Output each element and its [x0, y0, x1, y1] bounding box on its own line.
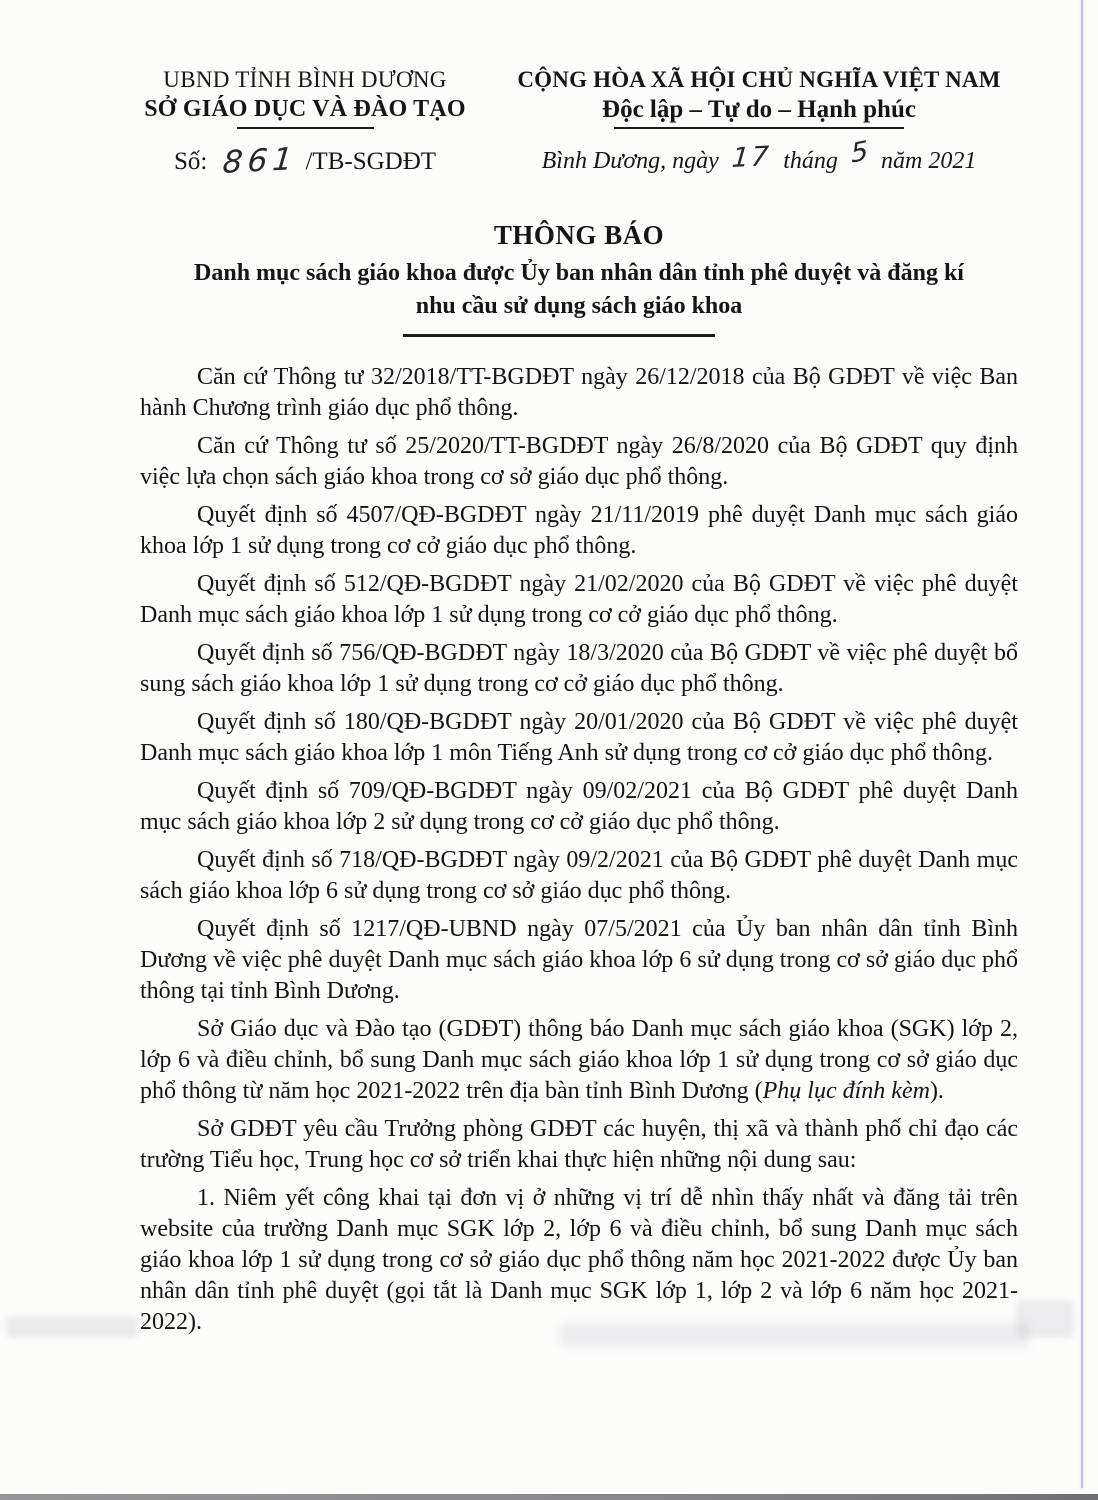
paragraph-request: Sở GDĐT yêu cầu Trưởng phòng GDĐT các huyện, thị xã và thành phố chỉ đạo các trường Tiểu học, Trung học cơ sở triển khai thực hiện những nội dung sau:: [140, 1116, 1018, 1173]
paragraph-decision-180: Quyết định số 180/QĐ-BGDĐT ngày 20/01/2020 của Bộ GDĐT về việc phê duyệt Danh mục sách giáo khoa lớp 1 môn Tiếng Anh sử dụng trong cơ cở giáo dục phổ thông.: [140, 709, 1018, 766]
date-year: năm 2021: [881, 148, 977, 174]
agency-name: SỞ GIÁO DỤC VÀ ĐÀO TẠO: [144, 96, 466, 122]
paragraph-decision-756: Quyết định số 756/QĐ-BGDĐT ngày 18/3/2020 của Bộ GDĐT về việc phê duyệt bổ sung sách giáo khoa lớp 1 sử dụng trong cơ cở giáo dục phổ thông.: [140, 640, 1018, 697]
document-subtitle: [140, 257, 1018, 323]
agency-parent-name: UBND TỈNH BÌNH DƯƠNG: [163, 67, 447, 92]
scan-artifact-bottom-edge: [0, 1494, 1098, 1500]
document-title: THÔNG BÁO: [493, 220, 665, 250]
document-body: [140, 362, 1018, 1338]
paragraph-decision-718: Quyết định số 718/QĐ-BGDĐT ngày 09/2/2021 của Bộ GDĐT phê duyệt Danh mục sách giáo khoa lớp 6 sử dụng trong cơ sở giáo dục phổ thông.: [140, 847, 1018, 904]
paragraph-legal-basis-1: Căn cứ Thông tư 32/2018/TT-BGDĐT ngày 26/12/2018 của Bộ GDĐT về việc Ban hành Chương trình giáo dục phổ thông.: [140, 364, 1018, 421]
paragraph-announcement: [140, 1014, 1018, 1107]
issuing-agency-block: [140, 66, 470, 181]
paragraph-decision-4507: Quyết định số 4507/QĐ-BGDĐT ngày 21/11/2019 phê duyệt Danh mục sách giáo khoa lớp 1 sử dụng trong cơ cở giáo dục phổ thông.: [140, 502, 1018, 559]
document-number-line: [140, 141, 470, 181]
document-number-label: Số:: [173, 148, 208, 175]
ink-bleed-artifact-left: [6, 1316, 138, 1338]
title-divider-rule: [403, 334, 715, 337]
paragraph-decision-1217: Quyết định số 1217/QĐ-UBND ngày 07/5/2021 của Ủy ban nhân dân tỉnh Bình Dương về việc phê duyệt Danh mục sách giáo khoa lớp 6 sử dụng trong cơ sở giáo dục phổ thông tại tỉnh Bình Dương.: [140, 916, 1018, 1004]
subtitle-line-2: nhu cầu sử dụng sách giáo khoa: [415, 293, 743, 319]
document-number-handwritten: 861: [221, 141, 300, 181]
date-month-label: tháng: [783, 148, 838, 174]
date-day-handwritten: 17: [730, 141, 772, 174]
document-content: [140, 218, 1018, 1345]
announcement-text-end: ).: [929, 1078, 944, 1104]
paragraph-decision-512: Quyết định số 512/QĐ-BGDĐT ngày 21/02/2020 của Bộ GDĐT về việc phê duyệt Danh mục sách giáo khoa lớp 1 sử dụng trong cơ cở giáo dục phổ thông.: [140, 571, 1018, 628]
subtitle-line-1: Danh mục sách giáo khoa được Ủy ban nhân dân tỉnh phê duyệt và đăng kí: [194, 260, 964, 286]
motto-underline: [614, 127, 904, 129]
document-number-suffix: /TB-SGDĐT: [305, 148, 437, 175]
national-motto: Độc lập – Tự do – Hạnh phúc: [602, 96, 916, 123]
paragraph-legal-basis-2: Căn cứ Thông tư số 25/2020/TT-BGDĐT ngày 26/8/2020 của Bộ GDĐT quy định việc lựa chọn sách giáo khoa trong cơ sở giáo dục phổ thông.: [140, 433, 1018, 490]
agency-underline: [237, 127, 374, 129]
attachment-note-italic: Phụ lục đính kèm: [762, 1078, 930, 1104]
country-title: CỘNG HÒA XÃ HỘI CHỦ NGHĨA VIỆT NAM: [517, 67, 1001, 92]
date-prefix: Bình Dương, ngày: [541, 148, 719, 174]
paragraph-decision-709: Quyết định số 709/QĐ-BGDĐT ngày 09/02/2021 của Bộ GDĐT phê duyệt Danh mục sách giáo khoa lớp 2 sử dụng trong cơ cở giáo dục phổ thông.: [140, 778, 1018, 835]
scan-artifact-vertical-line: [1081, 0, 1083, 1488]
ink-bleed-artifact-right: [1016, 1300, 1074, 1338]
paragraph-item-1: 1. Niêm yết công khai tại đơn vị ở những vị trí dễ nhìn thấy nhất và đăng tải trên website của trường Danh mục SGK lớp 2, lớp 6 và điều chỉnh, bổ sung Danh mục sách giáo khoa lớp 1 sử dụng trong cơ sở giáo dục phổ thông năm học 2021-2022 được Ủy ban nhân dân tỉnh phê duyệt (gọi tắt là Danh mục SGK lớp 1, lớp 2 và lớp 6 năm học 2021-2022).: [140, 1185, 1018, 1335]
national-header-block: [485, 66, 1033, 175]
place-date-line: [485, 135, 1033, 175]
announcement-text: Sở Giáo dục và Đào tạo (GDĐT) thông báo Danh mục sách giáo khoa (SGK) lớp 2, lớp 6 và điều chỉnh, bổ sung Danh mục sách giáo khoa lớp 1 sử dụng trong cơ sở giáo dục phổ thông từ năm học 2021-2022 trên địa bàn tỉnh Bình Dương (: [140, 1016, 1018, 1104]
date-month-handwritten: 5: [849, 135, 870, 170]
